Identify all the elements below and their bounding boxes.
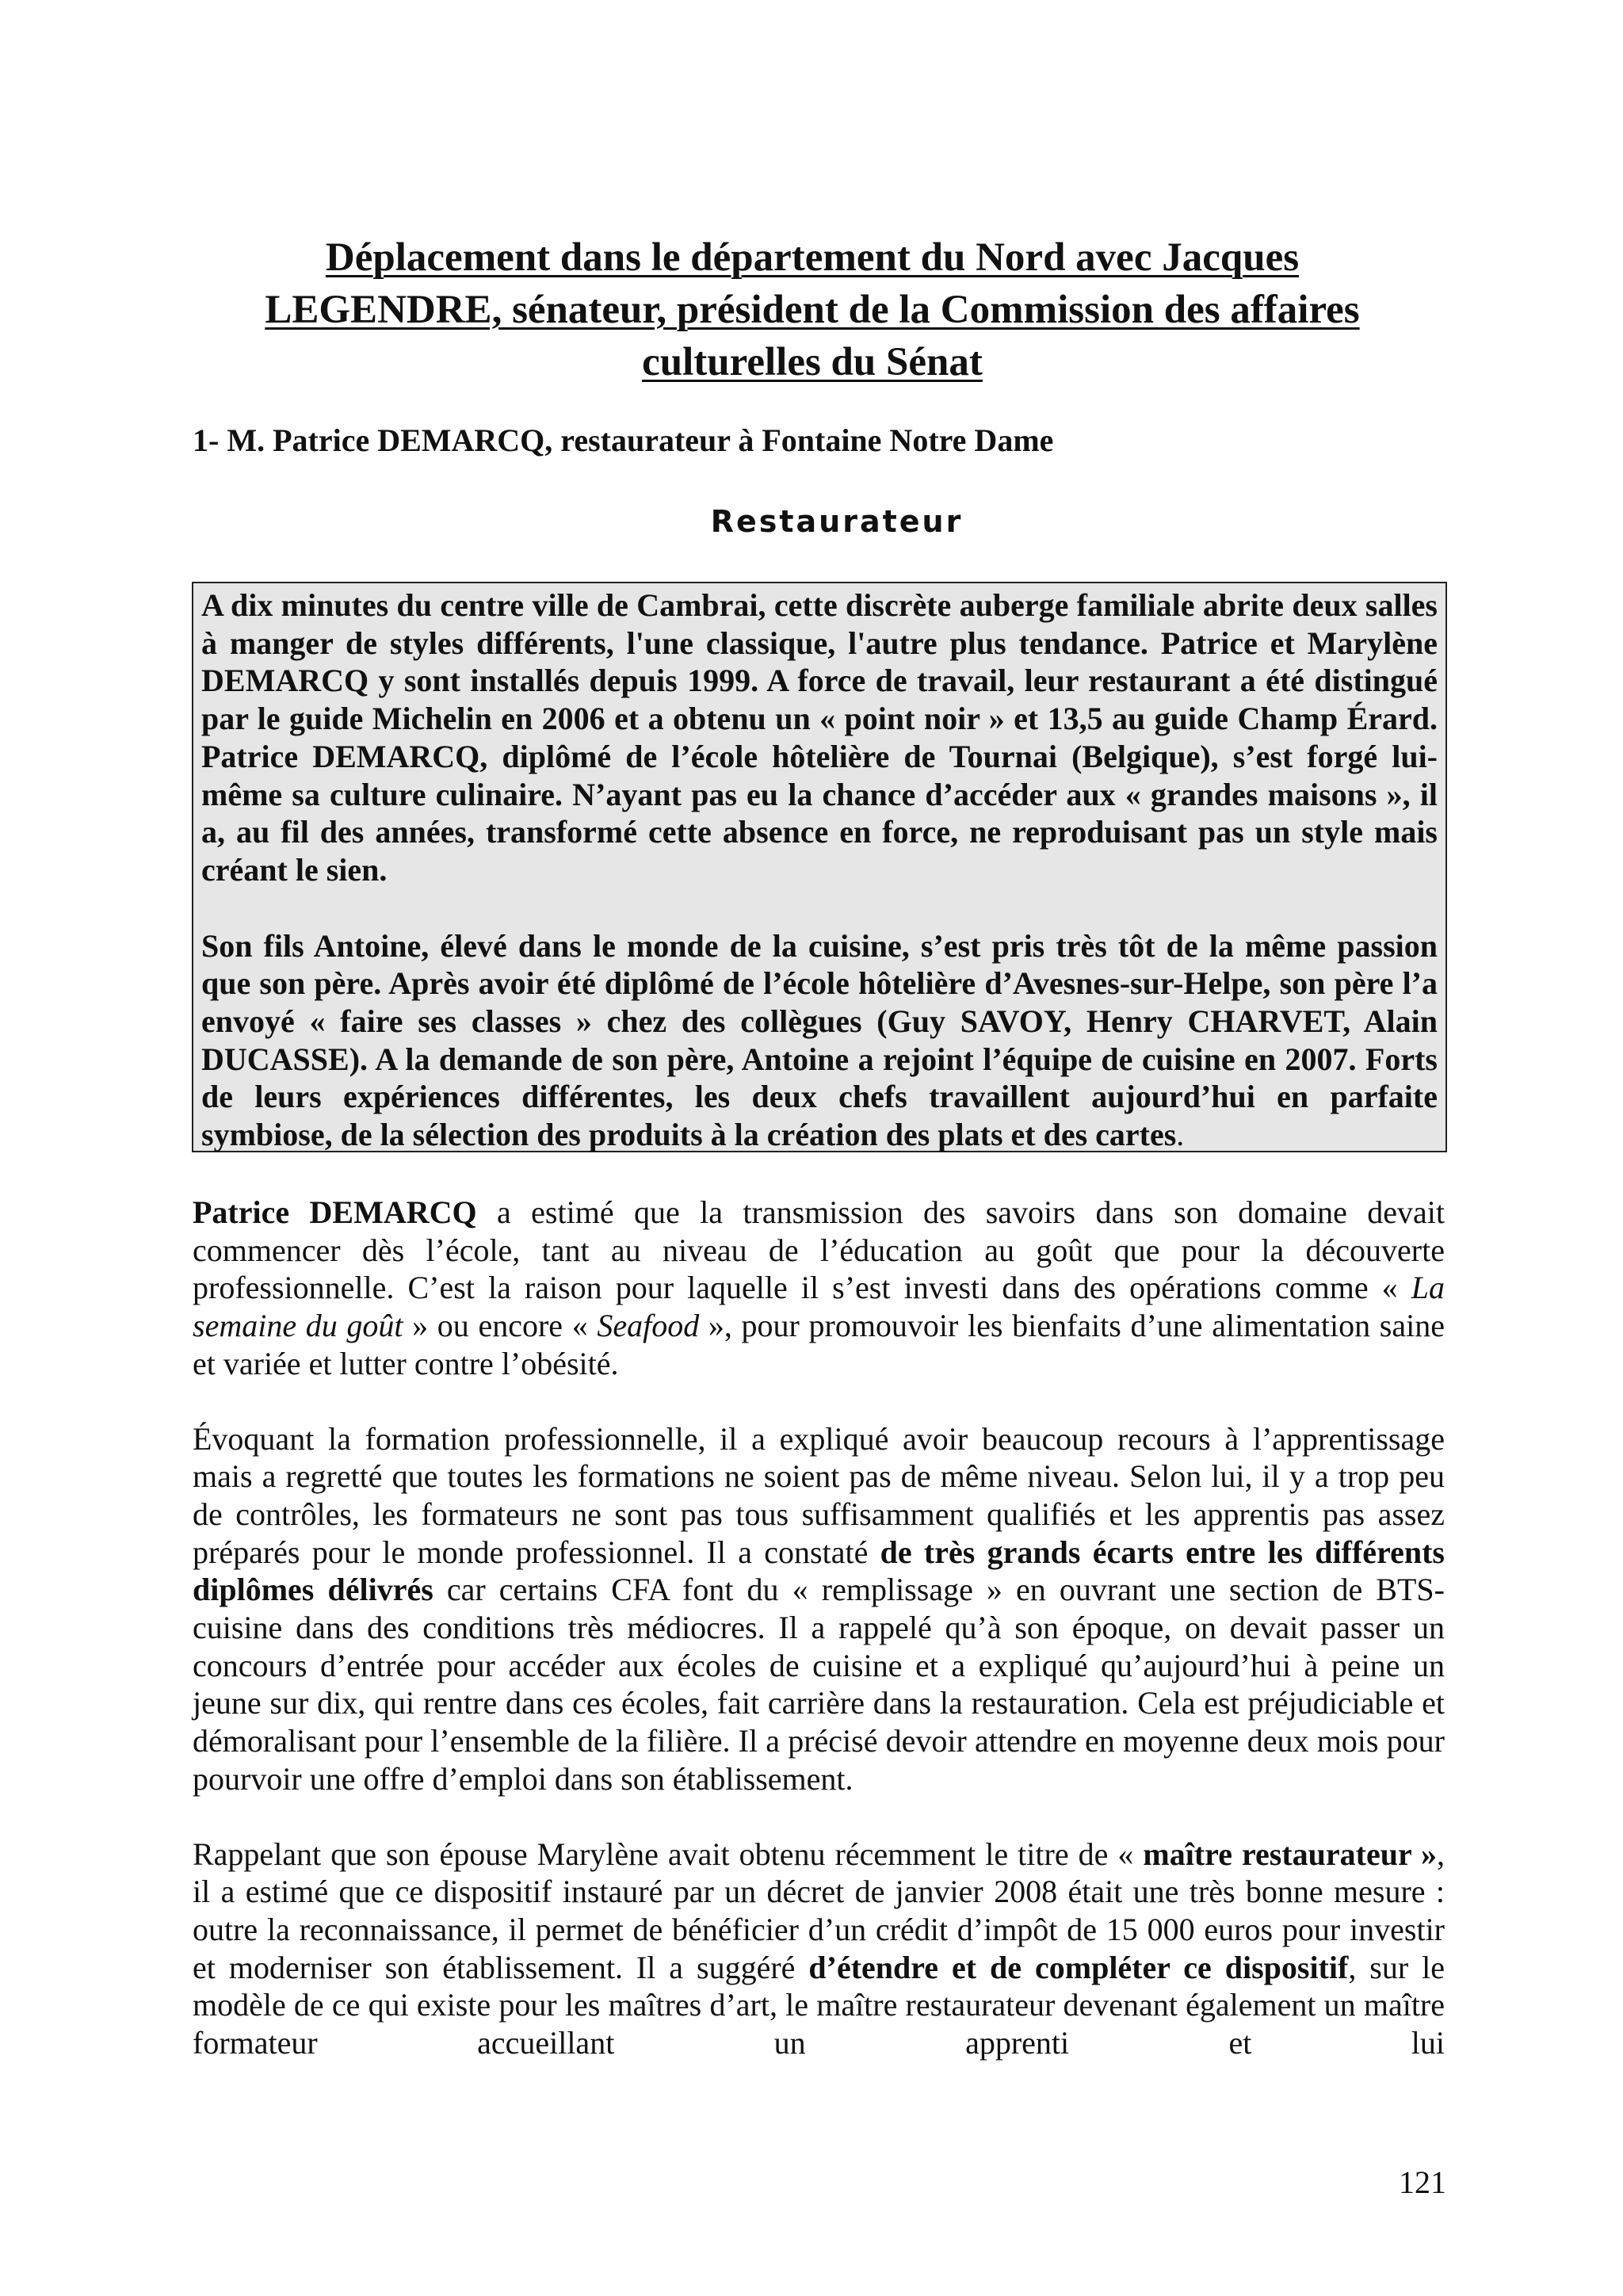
profile-paragraph-2-period: . [1176, 1117, 1185, 1153]
body-text [193, 1194, 1445, 2099]
emphasis: d’étendre et de compléter ce dispositif [808, 1949, 1349, 1985]
text-run: , sur le modèle de ce qui existe pour les maîtres d’art, le maître restaurateur devenant également un maître formateur accueillant un apprenti et lui [193, 1949, 1445, 2061]
italic-title: La semaine du goût [193, 1270, 1445, 1344]
text-run: » ou encore « [403, 1308, 598, 1344]
page-number: 121 [1399, 2164, 1446, 2200]
profile-paragraph-2-text: Son fils Antoine, élevé dans le monde de la cuisine, s’est pris très tôt de la même passion que son père. Après avoir été diplômé de l’école hôtelière d’Avesnes-sur-Helpe, son père l’a envoyé « faire ses classes » chez des collègues (Guy SAVOY, Henry CHARVET, Alain DUCASSE). A la demande de son père, Antoine a rejoint l’équipe de cuisine en 2007. Forts de leurs expériences différentes, les deux chefs travaillent aujourd’hui en parfaite symbiose, de la sélection des produits à la création des plats et des cartes [201, 927, 1438, 1153]
text-run: Évoquant la formation professionnelle, il a expliqué avoir beaucoup recours à l’apprentissage mais a regretté que toutes les formations ne soient pas de même niveau. Selon lui, il y a trop peu de contrôles, les formateurs ne sont pas tous suffisamment qualifiés et les apprentis pas assez préparés pour le monde professionnel. Il a constaté [193, 1420, 1445, 1570]
text-run: Rappelant que son épouse Marylène avait obtenu récemment le titre de « [193, 1836, 1144, 1872]
text-run: », pour promouvoir les bienfaits d’une alimentation saine et variée et lutter contre l’obésité. [193, 1308, 1445, 1381]
title-line-3: culturelles du Sénat [642, 340, 983, 384]
emphasis: maître restaurateur » [1143, 1836, 1438, 1872]
emphasis: de très grands écarts entre les différents diplômes délivrés [193, 1534, 1445, 1608]
profile-paragraph-1: A dix minutes du centre ville de Cambrai, cette discrète auberge familiale abrite deux salles à manger de styles différents, l'une classique, l'autre plus tendance. Patrice et Marylène DEMARCQ y sont installés depuis 1999. A force de travail, leur restaurant a été distingué par le guide Michelin en 2006 et a obtenu un « point noir » et 13,5 au guide Champ Érard. Patrice DEMARCQ, diplômé de l’école hôtelière de Tournai (Belgique), s’est forgé lui-même sa culture culinaire. N’ayant pas eu la chance d’accéder aux « grandes maisons », il a, au fil des années, transformé cette absence en force, ne reproduisant pas un style mais créant le sien. [201, 587, 1438, 888]
person-name: Patrice DEMARCQ [193, 1194, 477, 1230]
section-heading: Restaurateur [710, 504, 964, 539]
body-paragraph-3 [193, 1836, 1445, 2062]
profile-box [192, 582, 1447, 1152]
title-line-2: LEGENDRE, sénateur, président de la Commission des affaires [265, 288, 1360, 332]
body-paragraph-2 [193, 1420, 1445, 1798]
body-paragraph-1 [193, 1194, 1445, 1383]
italic-title: Seafood [597, 1308, 700, 1344]
title-line-1: Déplacement dans le département du Nord avec Jacques [325, 235, 1300, 280]
profile-paragraph-2 [201, 927, 1438, 1154]
document-title [158, 231, 1466, 388]
section-subtitle: 1- M. Patrice DEMARCQ, restaurateur à Fontaine Notre Dame [193, 422, 1054, 458]
text-run: car certains CFA font du « remplissage » en ouvrant une section de BTS-cuisine dans des conditions très médiocres. Il a rappelé qu’à son époque, on devait passer un concours d’entrée pour accéder aux écoles de cuisine et a expliqué qu’aujourd’hui à peine un jeune sur dix, qui rentre dans ces écoles, fait carrière dans la restauration. Cela est préjudiciable et démoralisant pour l’ensemble de la filière. Il a précisé devoir attendre en moyenne deux mois pour pourvoir une offre d’emploi dans son établissement. [193, 1572, 1445, 1797]
text-run: a estimé que la transmission des savoirs dans son domaine devait commencer dès l’école, tant au niveau de l’éducation au goût que pour la découverte professionnelle. C’est la raison pour laquelle il s’est investi dans des opérations comme « [193, 1194, 1445, 1306]
text-run: , il a estimé que ce dispositif instauré par un décret de janvier 2008 était une très bonne mesure : outre la reconnaissance, il permet de bénéficier d’un crédit d’impôt de 15 000 euros pour investir et moderniser son établissement. Il a suggéré [193, 1836, 1445, 1985]
